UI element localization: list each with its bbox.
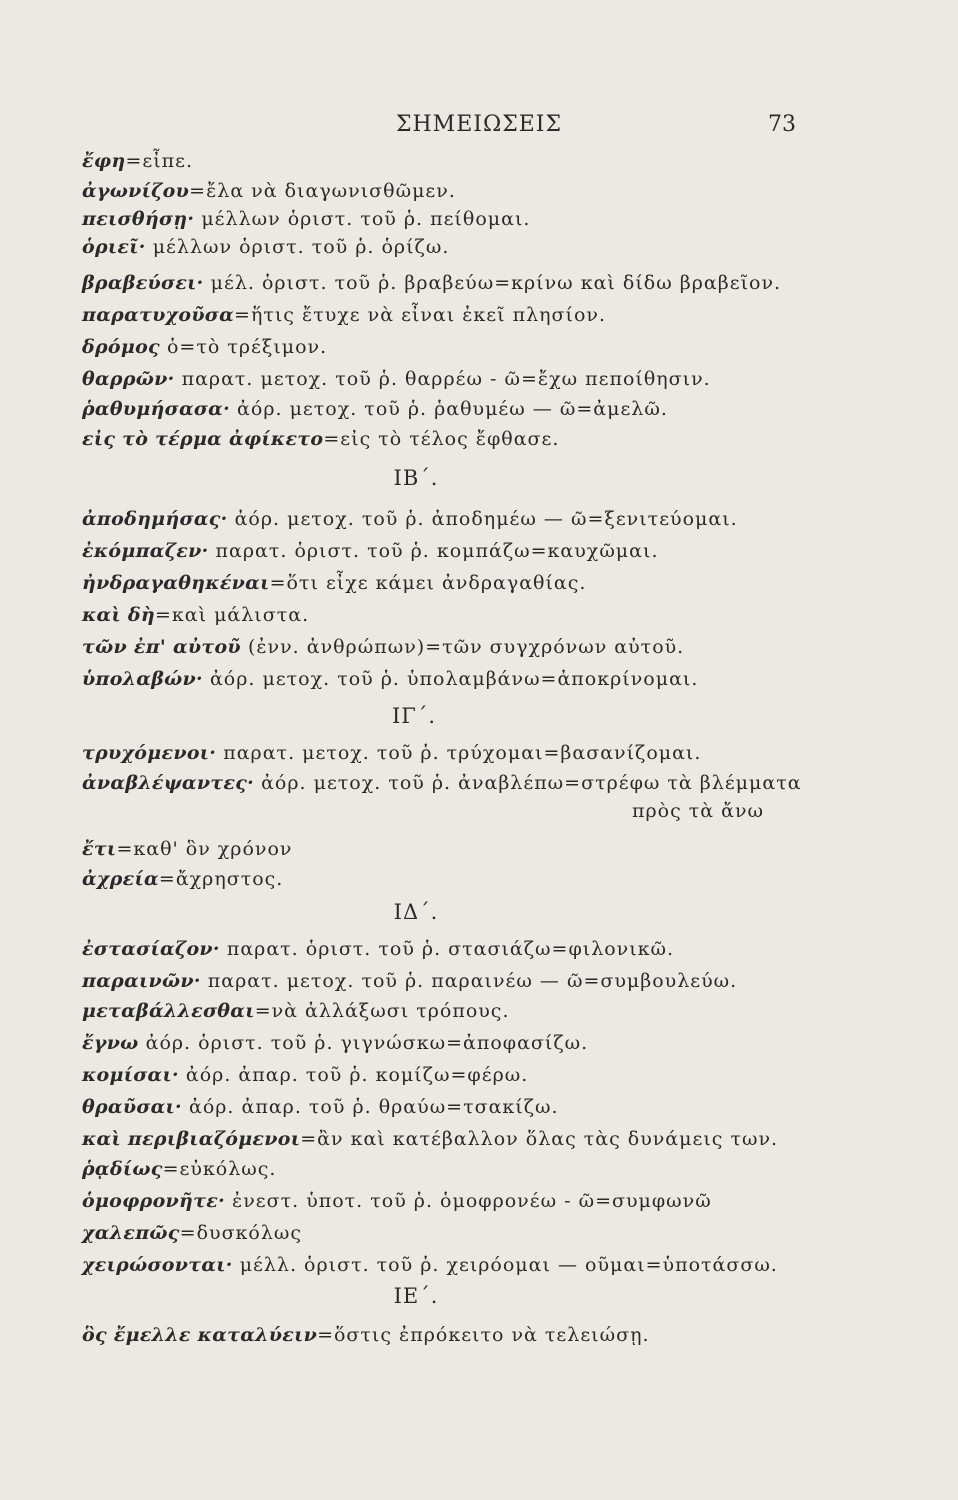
- gloss-entry: παραινῶν· παρατ. μετοχ. τοῦ ῥ. παραινέω — ῶ=συμβουλεύω.: [82, 970, 738, 992]
- gloss-entry: καὶ περιβιαζόμενοι=ἂν καὶ κατέβαλλον ὅλας τὰς δυνάμεις των.: [82, 1128, 779, 1150]
- gloss-entry: ἠνδραγαθηκέναι=ὅτι εἶχε κάμει ἀνδραγαθίας.: [82, 572, 587, 594]
- gloss-entry: ὃς ἔμελλε καταλύειν=ὅστις ἐπρόκειτο νὰ τελειώσῃ.: [82, 1324, 650, 1346]
- section-heading: ΙΓ΄.: [391, 704, 437, 728]
- page-number: 73: [768, 112, 796, 137]
- gloss-entry: ἀχρεία=ἄχρηστος.: [82, 868, 284, 890]
- gloss-entry: ὁριεῖ· μέλλων ὁριστ. τοῦ ῥ. ὁρίζω.: [82, 236, 450, 258]
- gloss-entry: κομίσαι· ἀόρ. ἀπαρ. τοῦ ῥ. κομίζω=φέρω.: [82, 1064, 529, 1086]
- gloss-entry: ἐστασίαζον· παρατ. ὁριστ. τοῦ ῥ. στασιάζω=φιλονικῶ.: [82, 938, 675, 960]
- gloss-entry: εἰς τὸ τέρμα ἀφίκετο=εἰς τὸ τέλος ἔφθασε.: [82, 428, 560, 450]
- section-heading: ΙΔ΄.: [393, 900, 439, 924]
- gloss-entry: βραβεύσει· μέλ. ὁριστ. τοῦ ῥ. βραβεύω=κρίνω καὶ δίδω βραβεῖον.: [82, 272, 782, 294]
- gloss-entry: ἔγνω ἀόρ. ὁριστ. τοῦ ῥ. γιγνώσκω=ἀποφασίζω.: [82, 1032, 589, 1054]
- gloss-entry: ἀναβλέψαντες· ἀόρ. μετοχ. τοῦ ῥ. ἀναβλέπω=στρέφω τὰ βλέμματα: [82, 772, 802, 794]
- gloss-entry: πεισθήσῃ· μέλλων ὁριστ. τοῦ ῥ. πείθομαι.: [82, 208, 531, 230]
- section-heading: ΙΕ΄.: [393, 1284, 439, 1308]
- gloss-continuation: πρὸς τὰ ἄνω: [632, 800, 765, 822]
- gloss-entry: ἔφη=εἶπε.: [82, 150, 194, 172]
- gloss-entry: τρυχόμενοι· παρατ. μετοχ. τοῦ ῥ. τρύχομαι=βασανίζομαι.: [82, 742, 702, 764]
- gloss-entry: ἐκόμπαζεν· παρατ. ὁριστ. τοῦ ῥ. κομπάζω=καυχῶμαι.: [82, 540, 659, 562]
- gloss-entry: θραῦσαι· ἀόρ. ἀπαρ. τοῦ ῥ. θραύω=τσακίζω.: [82, 1096, 559, 1118]
- section-heading: ΙΒ΄.: [393, 466, 439, 490]
- gloss-entry: ῥαθυμήσασα· ἀόρ. μετοχ. τοῦ ῥ. ῥαθυμέω — ῶ=ἀμελῶ.: [82, 398, 668, 420]
- gloss-entry: χειρώσονται· μέλλ. ὁριστ. τοῦ ῥ. χειρόομαι — οῦμαι=ὑποτάσσω.: [82, 1254, 778, 1276]
- gloss-entry: ἔτι=καθ' ὃν χρόνον: [82, 838, 293, 860]
- gloss-entry: θαρρῶν· παρατ. μετοχ. τοῦ ῥ. θαρρέω - ῶ=ἔχω πεποίθησιν.: [82, 368, 711, 390]
- gloss-entry: ὁμοφρονῆτε· ἐνεστ. ὑποτ. τοῦ ῥ. ὁμοφρονέω - ῶ=συμφωνῶ: [82, 1190, 712, 1212]
- gloss-entry: καὶ δὴ=καὶ μάλιστα.: [82, 604, 310, 626]
- gloss-entry: ἀποδημήσας· ἀόρ. μετοχ. τοῦ ῥ. ἀποδημέω — ῶ=ξενιτεύομαι.: [82, 508, 738, 530]
- running-header: ΣΗΜΕΙΩΣΕΙΣ: [395, 112, 563, 137]
- gloss-entry: ἀγωνίζου=ἔλα νὰ διαγωνισθῶμεν.: [82, 180, 456, 202]
- gloss-entry: παρατυχοῦσα=ἥτις ἔτυχε νὰ εἶναι ἐκεῖ πλησίον.: [82, 304, 606, 326]
- gloss-entry: τῶν ἐπ' αὐτοῦ (ἐνν. ἀνθρώπων)=τῶν συγχρόνων αὐτοῦ.: [82, 636, 685, 658]
- gloss-entry: δρόμος ὁ=τὸ τρέξιμον.: [82, 336, 328, 358]
- gloss-entry: ῥᾳδίως=εὐκόλως.: [82, 1158, 277, 1180]
- gloss-entry: ὑπολαβών· ἀόρ. μετοχ. τοῦ ῥ. ὑπολαμβάνω=ἀποκρίνομαι.: [82, 668, 699, 690]
- gloss-entry: χαλεπῶς=δυσκόλως: [82, 1222, 303, 1244]
- gloss-entry: μεταβάλλεσθαι=νὰ ἀλλάξωσι τρόπους.: [82, 1000, 510, 1022]
